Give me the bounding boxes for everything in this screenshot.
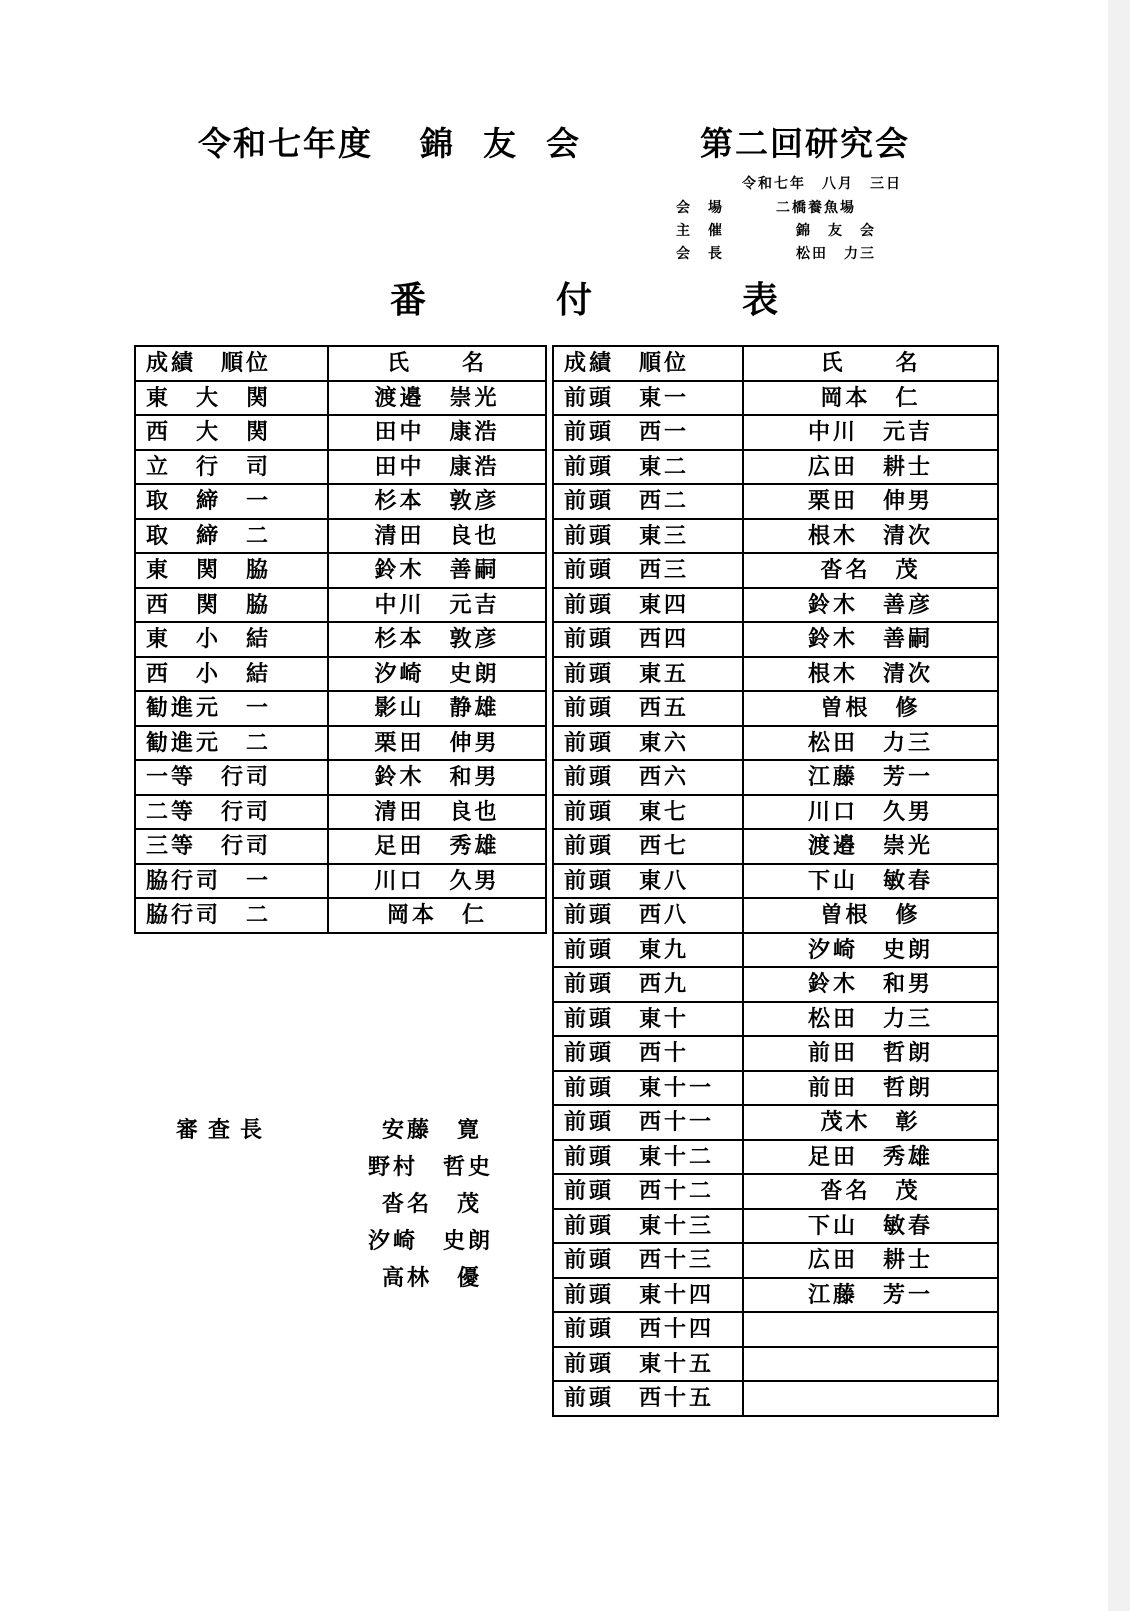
name-cell <box>743 1381 998 1416</box>
name-cell: 栗田 伸男 <box>328 726 546 761</box>
rank-cell: 前頭 西五 <box>553 691 743 726</box>
rank-cell: 前頭 西十四 <box>553 1312 743 1347</box>
name-cell: 岡本 仁 <box>328 898 546 933</box>
name-cell: 広田 耕士 <box>743 450 998 485</box>
table-row <box>553 519 998 554</box>
name-cell: 汐崎 史朗 <box>743 933 998 968</box>
page-edge <box>1108 0 1130 1611</box>
table-row <box>553 1381 998 1416</box>
rank-cell: 勧進元 一 <box>135 691 328 726</box>
rank-cell: 前頭 西四 <box>553 622 743 657</box>
rank-cell: 前頭 東三 <box>553 519 743 554</box>
chair-value: 松田 力三 <box>796 246 876 262</box>
rank-cell: 前頭 東六 <box>553 726 743 761</box>
table-row <box>553 1209 998 1244</box>
name-cell: 沓名 茂 <box>743 1174 998 1209</box>
rank-header: 成績 順位 <box>553 346 743 381</box>
name-cell: 影山 静雄 <box>328 691 546 726</box>
name-cell <box>743 1312 998 1347</box>
title-club: 錦友会 <box>420 124 609 163</box>
rank-cell: 前頭 東四 <box>553 588 743 623</box>
table-row <box>135 657 546 692</box>
judge-name: 高林 優 <box>382 1265 483 1291</box>
name-header: 氏 名 <box>328 346 546 381</box>
event-date: 令和七年 八月 三日 <box>742 176 902 192</box>
name-cell: 曽根 修 <box>743 691 998 726</box>
table-row <box>135 898 546 933</box>
right-rank-table <box>552 345 999 1417</box>
table-row <box>135 829 546 864</box>
rank-cell: 前頭 西十五 <box>553 1381 743 1416</box>
rank-cell: 前頭 東十一 <box>553 1071 743 1106</box>
rank-cell: 東 大 関 <box>135 381 328 416</box>
table-header-row <box>553 346 998 381</box>
name-cell: 茂木 彰 <box>743 1105 998 1140</box>
name-cell <box>743 1347 998 1382</box>
heading-char-2: 付 <box>556 279 593 321</box>
table-row <box>553 381 998 416</box>
chair-label: 会 長 <box>676 246 724 262</box>
table-row <box>553 553 998 588</box>
table-row <box>553 933 998 968</box>
name-cell: 杉本 敦彦 <box>328 484 546 519</box>
table-row <box>553 1036 998 1071</box>
name-cell: 曽根 修 <box>743 898 998 933</box>
name-cell: 川口 久男 <box>743 795 998 830</box>
name-cell: 鈴木 善嗣 <box>743 622 998 657</box>
rank-cell: 前頭 東九 <box>553 933 743 968</box>
rank-cell: 前頭 西八 <box>553 898 743 933</box>
rank-cell: 立 行 司 <box>135 450 328 485</box>
table-row <box>135 519 546 554</box>
name-cell: 鈴木 和男 <box>743 967 998 1002</box>
table-row <box>135 622 546 657</box>
rank-cell: 脇行司 一 <box>135 864 328 899</box>
rank-cell: 取 締 二 <box>135 519 328 554</box>
rank-cell: 前頭 西十一 <box>553 1105 743 1140</box>
rank-cell: 前頭 東十三 <box>553 1209 743 1244</box>
title-year: 令和七年度 <box>198 124 373 163</box>
name-cell: 中川 元吉 <box>328 588 546 623</box>
rank-cell: 勧進元 二 <box>135 726 328 761</box>
table-row <box>135 381 546 416</box>
name-cell: 下山 敏春 <box>743 1209 998 1244</box>
table-row <box>135 795 546 830</box>
rank-cell: 取 締 一 <box>135 484 328 519</box>
rank-cell: 前頭 東八 <box>553 864 743 899</box>
rank-header: 成績 順位 <box>135 346 328 381</box>
table-row <box>553 1243 998 1278</box>
table-row <box>553 1071 998 1106</box>
table-row <box>135 691 546 726</box>
rank-cell: 東 小 結 <box>135 622 328 657</box>
name-cell: 松田 力三 <box>743 1002 998 1037</box>
name-cell: 鈴木 善嗣 <box>328 553 546 588</box>
judge-name: 野村 哲史 <box>368 1154 494 1180</box>
rank-cell: 前頭 西十三 <box>553 1243 743 1278</box>
table-row <box>553 829 998 864</box>
table-row <box>553 1278 998 1313</box>
name-cell: 田中 康浩 <box>328 415 546 450</box>
heading-char-3: 表 <box>742 279 779 321</box>
table-row <box>553 967 998 1002</box>
table-row <box>553 795 998 830</box>
table-row <box>135 726 546 761</box>
name-cell: 江藤 芳一 <box>743 760 998 795</box>
name-cell: 下山 敏春 <box>743 864 998 899</box>
table-row <box>553 864 998 899</box>
left-rank-table <box>134 345 547 934</box>
table-row <box>553 622 998 657</box>
rank-cell: 前頭 西七 <box>553 829 743 864</box>
rank-cell: 前頭 東十四 <box>553 1278 743 1313</box>
name-cell: 足田 秀雄 <box>328 829 546 864</box>
rank-cell: 前頭 西一 <box>553 415 743 450</box>
rank-cell: 前頭 西三 <box>553 553 743 588</box>
name-cell: 鈴木 善彦 <box>743 588 998 623</box>
table-row <box>553 1105 998 1140</box>
name-cell: 前田 哲朗 <box>743 1071 998 1106</box>
rank-cell: 西 小 結 <box>135 657 328 692</box>
name-cell: 渡邉 崇光 <box>743 829 998 864</box>
document-title <box>0 118 1130 168</box>
venue-value: 二橋養魚場 <box>776 200 856 216</box>
rank-cell: 前頭 西九 <box>553 967 743 1002</box>
rank-cell: 前頭 東七 <box>553 795 743 830</box>
name-cell: 杉本 敦彦 <box>328 622 546 657</box>
name-cell: 松田 力三 <box>743 726 998 761</box>
table-row <box>553 450 998 485</box>
name-cell: 汐崎 史朗 <box>328 657 546 692</box>
heading-char-1: 番 <box>390 279 427 321</box>
table-row <box>553 1174 998 1209</box>
judge-name: 安藤 寛 <box>382 1117 483 1143</box>
name-header: 氏 名 <box>743 346 998 381</box>
rank-cell: 脇行司 二 <box>135 898 328 933</box>
name-cell: 田中 康浩 <box>328 450 546 485</box>
name-cell: 江藤 芳一 <box>743 1278 998 1313</box>
rank-cell: 二等 行司 <box>135 795 328 830</box>
rank-cell: 前頭 西六 <box>553 760 743 795</box>
rank-cell: 前頭 東十 <box>553 1002 743 1037</box>
name-cell: 岡本 仁 <box>743 381 998 416</box>
rank-cell: 前頭 東二 <box>553 450 743 485</box>
rank-cell: 前頭 東十五 <box>553 1347 743 1382</box>
table-row <box>135 415 546 450</box>
table-row <box>553 657 998 692</box>
venue-label: 会 場 <box>676 200 724 216</box>
name-cell: 沓名 茂 <box>743 553 998 588</box>
rank-cell: 前頭 西十二 <box>553 1174 743 1209</box>
table-row <box>553 588 998 623</box>
table-row <box>553 1312 998 1347</box>
table-row <box>135 553 546 588</box>
table-row <box>553 1002 998 1037</box>
rank-cell: 東 関 脇 <box>135 553 328 588</box>
judge-name: 汐崎 史朗 <box>368 1228 494 1254</box>
rank-cell: 西 大 関 <box>135 415 328 450</box>
judge-name: 沓名 茂 <box>382 1191 483 1217</box>
rank-cell: 三等 行司 <box>135 829 328 864</box>
name-cell: 足田 秀雄 <box>743 1140 998 1175</box>
table-row <box>553 415 998 450</box>
table-row <box>553 484 998 519</box>
name-cell: 中川 元吉 <box>743 415 998 450</box>
table-row <box>553 898 998 933</box>
rank-cell: 一等 行司 <box>135 760 328 795</box>
name-cell: 前田 哲朗 <box>743 1036 998 1071</box>
rank-cell: 前頭 東一 <box>553 381 743 416</box>
name-cell: 根木 清次 <box>743 519 998 554</box>
name-cell: 鈴木 和男 <box>328 760 546 795</box>
table-row <box>553 760 998 795</box>
name-cell: 渡邉 崇光 <box>328 381 546 416</box>
rank-cell: 西 関 脇 <box>135 588 328 623</box>
name-cell: 清田 良也 <box>328 519 546 554</box>
name-cell: 栗田 伸男 <box>743 484 998 519</box>
table-row <box>553 1140 998 1175</box>
table-row <box>135 588 546 623</box>
rank-cell: 前頭 西二 <box>553 484 743 519</box>
name-cell: 根木 清次 <box>743 657 998 692</box>
rank-cell: 前頭 東十二 <box>553 1140 743 1175</box>
title-event: 第二回研究会 <box>700 124 910 163</box>
table-row <box>135 450 546 485</box>
rank-cell: 前頭 東五 <box>553 657 743 692</box>
table-row <box>553 726 998 761</box>
table-row <box>553 1347 998 1382</box>
table-header-row <box>135 346 546 381</box>
host-label: 主 催 <box>676 223 724 239</box>
host-value: 錦 友 会 <box>796 223 876 239</box>
judges-title: 審査長 <box>176 1117 273 1143</box>
rank-cell: 前頭 西十 <box>553 1036 743 1071</box>
table-row <box>135 760 546 795</box>
name-cell: 清田 良也 <box>328 795 546 830</box>
table-row <box>135 484 546 519</box>
table-row <box>553 691 998 726</box>
table-row <box>135 864 546 899</box>
name-cell: 広田 耕士 <box>743 1243 998 1278</box>
name-cell: 川口 久男 <box>328 864 546 899</box>
